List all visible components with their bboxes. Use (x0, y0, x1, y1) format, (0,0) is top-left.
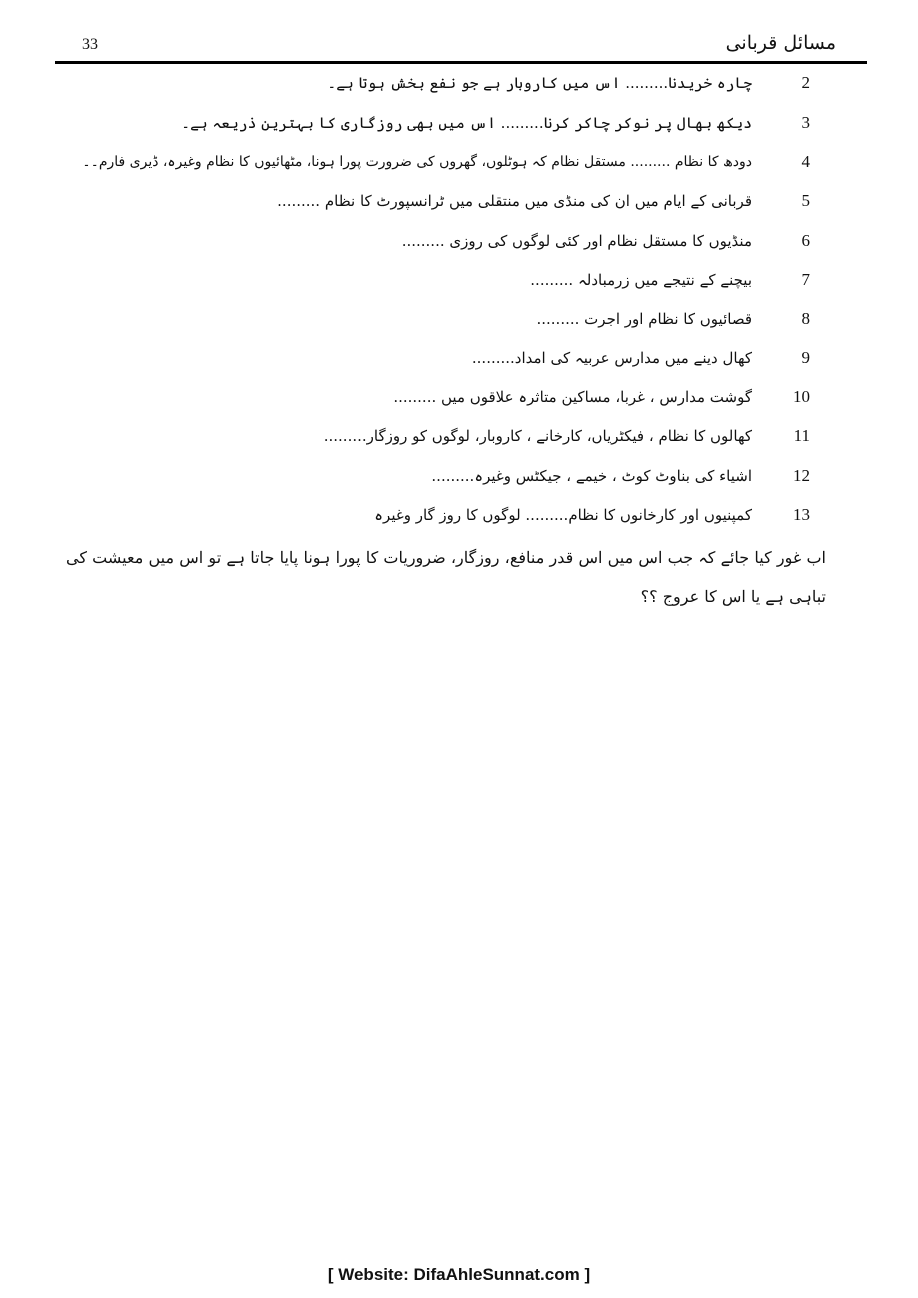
list-item (0, 500, 918, 530)
list-item (0, 421, 918, 451)
item-text: منڈیوں کا مستقل نظام اور کئی لوگوں کی روزی ......... (401, 232, 752, 250)
item-number: 2 (801, 73, 810, 92)
item-number: 12 (793, 466, 810, 485)
item-text: کھال دینے میں مدارس عربیہ کی امداد......... (471, 349, 752, 367)
item-number: 6 (801, 231, 810, 250)
item-text: دیکھ بھال پر نوکر چاکر کرنا......... اس میں بھی روزگاری کا بہترین ذریعہ ہے۔ (181, 114, 752, 132)
item-text: قصائیوں کا نظام اور اجرت ......... (536, 310, 752, 328)
list-item (0, 461, 918, 491)
list-item (0, 186, 918, 216)
list-item (0, 108, 918, 138)
footer-website: [ Website: DifaAhleSunnat.com ] (327, 1265, 591, 1284)
item-text: کمپنیوں اور کارخانوں کا نظام......... لوگوں کا روز گار وغیرہ (374, 506, 752, 524)
page-number: 33 (82, 36, 98, 53)
list-item (0, 382, 918, 412)
item-text: چارہ خریدنا......... اس میں کاروبار ہے جو نفع بخش ہوتا ہے۔ (327, 74, 752, 92)
item-number: 10 (793, 387, 810, 406)
item-text: کھالوں کا نظام ، فیکٹریاں، کارخانے ، کاروبار، لوگوں کو روزگار......... (323, 427, 752, 445)
list-item (0, 226, 918, 256)
header-rule (55, 61, 867, 64)
item-number: 3 (801, 113, 810, 132)
item-number: 7 (801, 270, 810, 289)
item-text: گوشت مدارس ، غربا، مساکین متاثرہ علاقوں میں ......... (393, 388, 752, 406)
item-text: دودھ کا نظام ......... مستقل نظام کہ ہوٹلوں، گھروں کی ضرورت پورا ہونا، مٹھائیوں کا نظام وغیرہ، ڈیری فارم۔۔ (82, 154, 752, 170)
item-number: 9 (801, 348, 810, 367)
list-item (0, 343, 918, 373)
book-title: مسائل قربانی (725, 32, 836, 54)
item-text: قربانی کے ایام میں ان کی منڈی میں منتقلی میں ٹرانسپورٹ کا نظام ......... (277, 192, 752, 210)
item-number: 8 (801, 309, 810, 328)
list-item (0, 304, 918, 334)
list-item (0, 147, 918, 177)
item-number: 11 (793, 426, 810, 445)
item-number: 4 (801, 152, 810, 171)
item-text: بیچنے کے نتیجے میں زرمبادلہ ......... (530, 271, 752, 289)
list-item (0, 68, 918, 98)
item-number: 5 (801, 191, 810, 210)
item-text: اشیاء کی بناوٹ کوٹ ، خیمے ، جیکٹس وغیرہ......... (431, 467, 752, 485)
item-number: 13 (793, 505, 810, 524)
list-item (0, 265, 918, 295)
conclusion-paragraph: اب غور کیا جائے کہ جب اس میں اس قدر منافع، روزگار، ضروریات کا پورا ہونا پایا جاتا ہے تو اس میں معیشت کی تباہی ہے یا اس کا عروج ؟؟ (66, 548, 826, 606)
